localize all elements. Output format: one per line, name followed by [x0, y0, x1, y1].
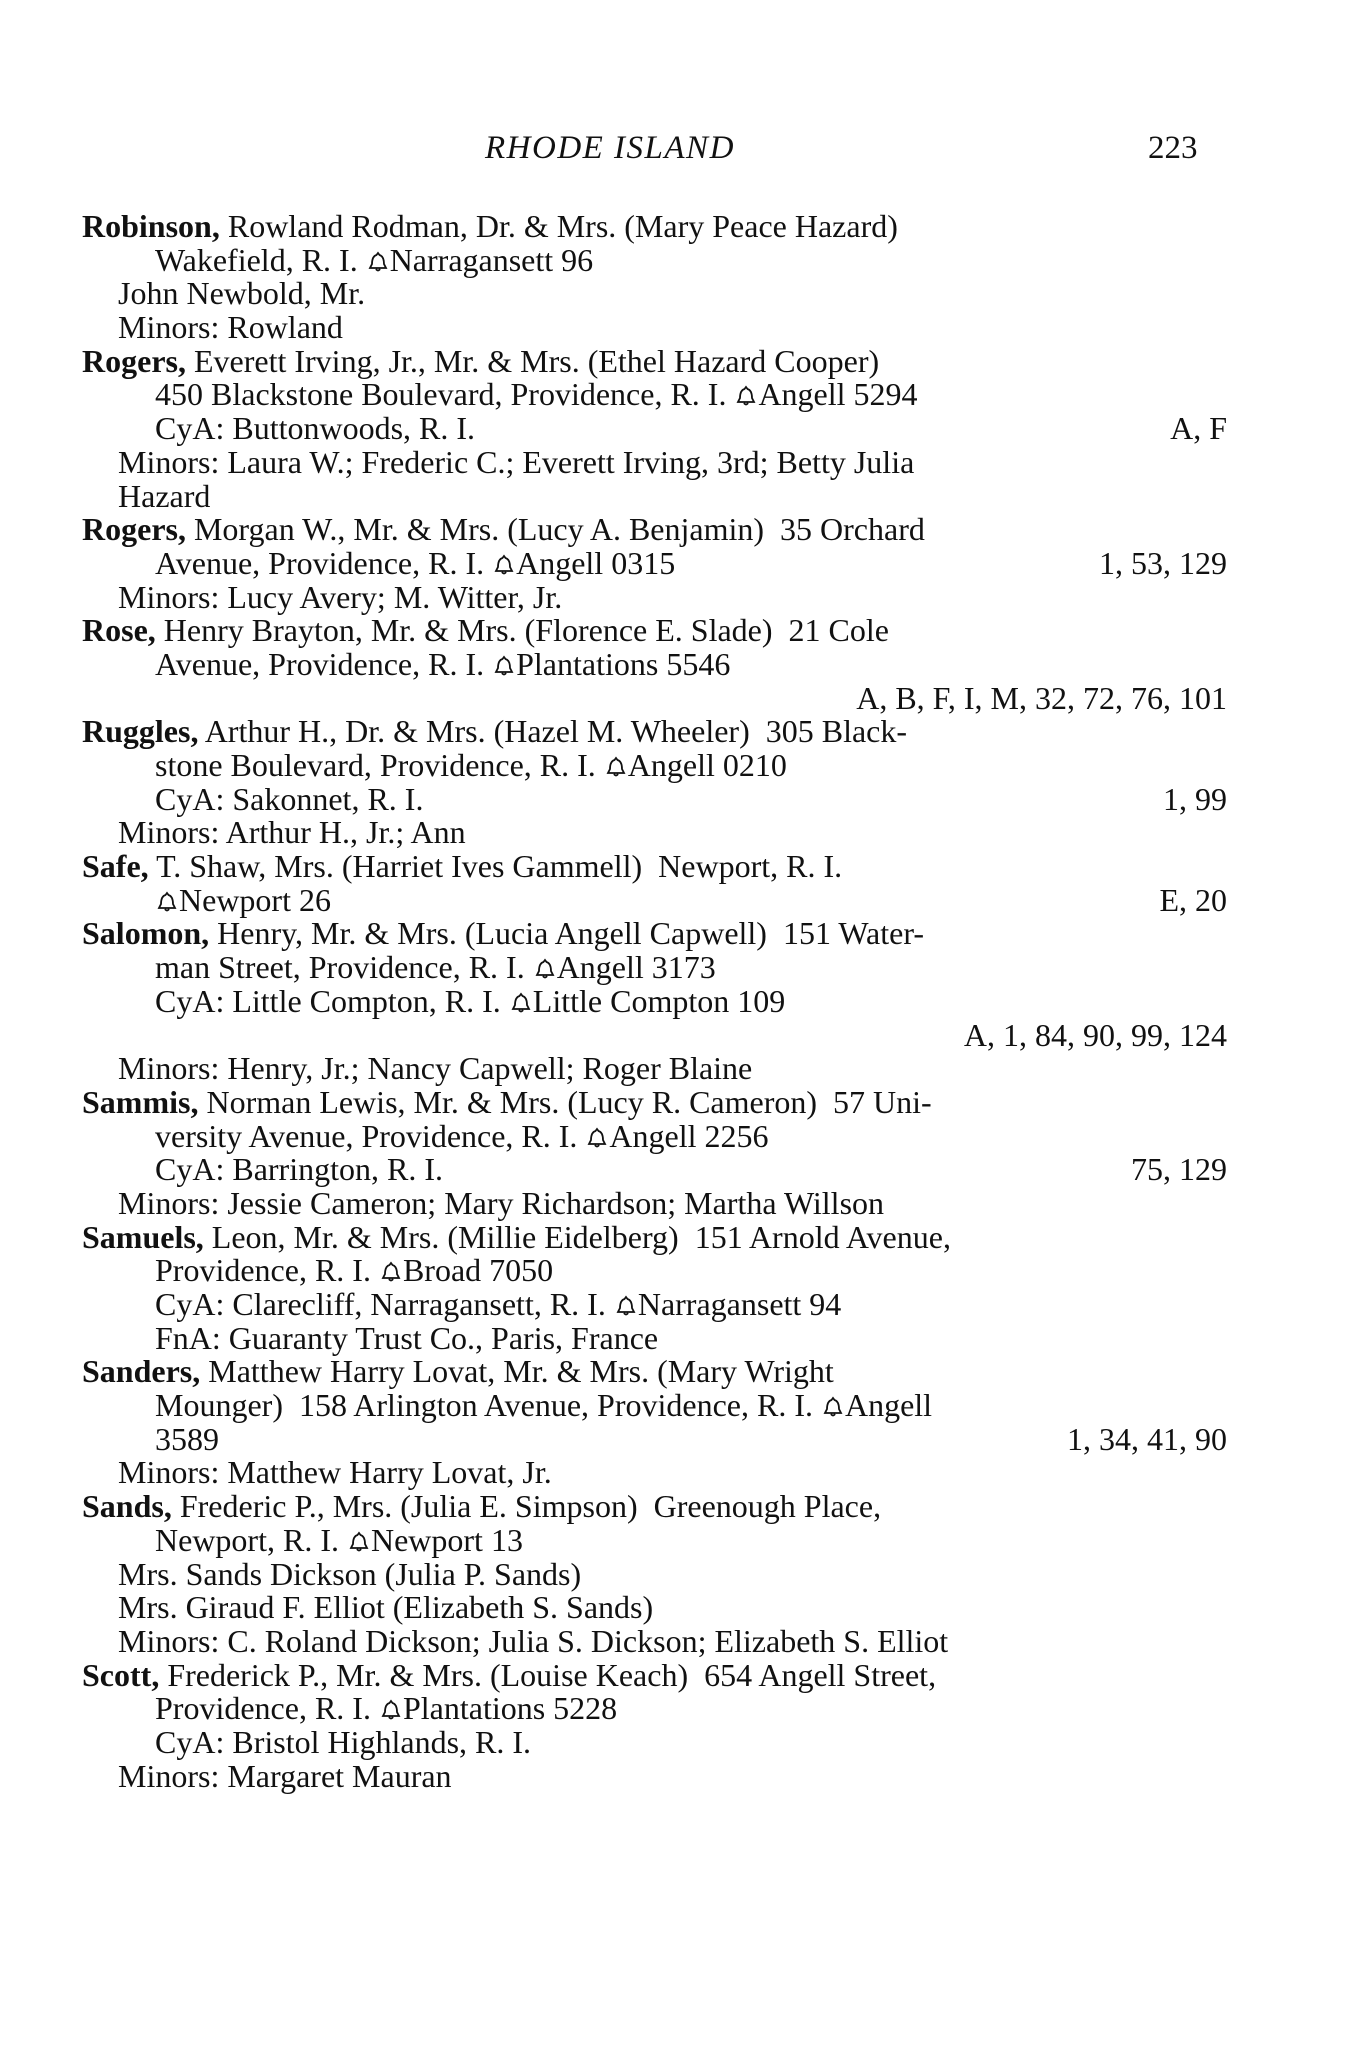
directory-entry [82, 1656, 1227, 1794]
entry-body: Morgan W., Mr. & Mrs. (Lucy A. Benjamin) 35 Orchard [185, 511, 925, 548]
entry-line [82, 443, 1227, 480]
running-title: RHODE ISLAND [485, 130, 735, 166]
telephone-bell-icon [366, 251, 390, 273]
directory-entry [82, 1083, 1227, 1221]
telephone-number: Plantations 5546 [516, 645, 731, 682]
directory-entry [82, 210, 1227, 345]
entry-text [155, 1153, 443, 1187]
entry-line [82, 917, 1227, 951]
entry-text [155, 951, 716, 985]
entry-body: Avenue, Providence, R. I. [155, 645, 493, 682]
entry-line [82, 749, 1227, 783]
entry-line [82, 1288, 1227, 1322]
entry-text [155, 1521, 523, 1558]
entry-line [82, 780, 1227, 817]
directory-entries [82, 210, 1227, 1793]
entry-text [155, 1420, 219, 1457]
entry-text [155, 1288, 841, 1322]
entry-surname: Scott, [82, 1656, 160, 1693]
entry-surname: Safe, [82, 848, 149, 885]
entry-text [82, 1656, 937, 1693]
entry-line [82, 1456, 1227, 1490]
directory-entry [82, 342, 1227, 514]
entry-body: Mrs. Sands Dickson (Julia P. Sands) [118, 1555, 582, 1592]
telephone-bell-icon [614, 1295, 638, 1317]
entry-body: John Newbold, Mr. [118, 275, 366, 312]
entry-line [82, 1555, 1227, 1592]
entry-text [82, 1355, 834, 1389]
entry-body: Rowland Rodman, Dr. & Mrs. (Mary Peace Hazard) [219, 208, 898, 244]
telephone-bell-icon [585, 1127, 609, 1149]
telephone-bell-icon [734, 385, 758, 407]
entry-text [82, 1083, 932, 1120]
entry-line [82, 1117, 1227, 1154]
entry-body: Frederic P., Mrs. (Julia E. Simpson) Greenough Place, [171, 1488, 882, 1525]
telephone-number: Angell 2256 [609, 1117, 769, 1154]
entry-text [118, 277, 365, 311]
entry-body: Minors: C. Roland Dickson; Julia S. Dickson; Elizabeth S. Elliot [118, 1622, 949, 1659]
telephone-number: Newport 13 [370, 1521, 523, 1558]
entry-line [82, 645, 1227, 682]
entry-line [82, 1420, 1227, 1457]
entry-body: Wakefield, R. I. [155, 241, 366, 278]
entry-body: Minors: Margaret Mauran [118, 1757, 452, 1794]
entry-surname: Sands, [82, 1488, 172, 1525]
entry-text [118, 1622, 949, 1659]
entry-text [155, 544, 676, 581]
club-codes: 75, 129 [1131, 1151, 1227, 1188]
telephone-number: Little Compton 109 [532, 982, 786, 1019]
entry-text [82, 715, 907, 749]
entry-text [118, 477, 211, 514]
club-codes: A, B, F, I, M, 32, 72, 76, 101 [856, 679, 1227, 716]
entry-line [82, 614, 1227, 648]
entry-body: Minors: Henry, Jr.; Nancy Capwell; Roger Blaine [118, 1050, 753, 1087]
entry-text [82, 513, 925, 547]
entry-line [82, 1622, 1227, 1659]
entry-text [82, 342, 880, 379]
entry-text [82, 614, 889, 648]
entry-body: T. Shaw, Mrs. (Harriet Ives Gammell) Newport, R. I. [148, 848, 843, 885]
telephone-bell-icon [821, 1396, 845, 1418]
telephone-number: Broad 7050 [402, 1252, 554, 1289]
entry-text [118, 1052, 752, 1086]
entry-line [82, 1692, 1227, 1726]
telephone-number: Angell 0315 [516, 544, 676, 581]
entry-line [82, 1490, 1227, 1524]
directory-entry [82, 917, 1227, 1085]
entry-body: man Street, Providence, R. I. [155, 949, 533, 986]
entry-line [82, 578, 1227, 615]
entry-body: Mounger) 158 Arlington Avenue, Providence, R. I. [155, 1387, 821, 1424]
entry-text [155, 749, 787, 783]
entry-body: 3589 [155, 1420, 219, 1457]
entry-body: Mrs. Giraud F. Elliot (Elizabeth S. Sands) [118, 1589, 654, 1626]
entry-text [155, 645, 731, 682]
entry-text [118, 1555, 582, 1592]
entry-line [82, 1591, 1227, 1625]
entry-body: CyA: Bristol Highlands, R. I. [155, 1723, 532, 1760]
entry-line [82, 1184, 1227, 1221]
entry-surname: Rose, [82, 612, 156, 649]
entry-body: Arthur H., Dr. & Mrs. (Hazel M. Wheeler) 305 Black- [198, 713, 908, 750]
telephone-bell-icon [492, 554, 516, 576]
club-codes: 1, 99 [1163, 780, 1227, 817]
club-codes: E, 20 [1159, 881, 1227, 918]
entry-body: Everett Irving, Jr., Mr. & Mrs. (Ethel Hazard Cooper) [185, 342, 880, 379]
entry-text [155, 1389, 932, 1423]
club-codes: A, F [1170, 410, 1227, 447]
entry-line [82, 513, 1227, 547]
entry-body: versity Avenue, Providence, R. I. [155, 1117, 586, 1154]
entry-line [82, 1254, 1227, 1288]
entry-text [118, 816, 466, 850]
directory-entry [82, 715, 1227, 850]
entry-body: stone Boulevard, Providence, R. I. [155, 747, 604, 783]
telephone-bell-icon [509, 992, 533, 1014]
entry-text [118, 1591, 653, 1625]
entry-line [82, 850, 1227, 884]
entry-line [82, 1521, 1227, 1558]
telephone-number: Angell 3173 [556, 949, 716, 986]
entry-surname: Sammis, [82, 1083, 199, 1120]
entry-line [82, 277, 1227, 311]
directory-entry [82, 513, 1227, 614]
entry-text [155, 412, 475, 446]
entry-body: Minors: Laura W.; Frederic C.; Everett Irving, 3rd; Betty Julia [118, 443, 915, 480]
entry-line [82, 477, 1227, 514]
entry-text [82, 917, 924, 951]
entry-body: Providence, R. I. [155, 1252, 379, 1289]
entry-text [82, 850, 842, 884]
entry-body: Avenue, Providence, R. I. [155, 544, 493, 581]
entry-text [155, 241, 594, 278]
entry-line [82, 1389, 1227, 1423]
running-head [0, 130, 1370, 180]
entry-line [82, 378, 1227, 412]
entry-line [82, 982, 1227, 1019]
entry-line [82, 951, 1227, 985]
entry-body: Hazard [118, 477, 211, 514]
entry-line [82, 342, 1227, 379]
entry-surname: Sanders, [82, 1353, 201, 1390]
entry-text [118, 443, 915, 480]
telephone-number: Plantations 5228 [402, 1690, 618, 1727]
directory-entry [82, 1218, 1227, 1356]
entry-line [82, 1052, 1227, 1086]
entry-body: Henry, Mr. & Mrs. (Lucia Angell Capwell) 151 Water- [209, 915, 924, 952]
entry-text [118, 1757, 452, 1794]
entry-text [155, 881, 331, 918]
entry-body: CyA: Sakonnet, R. I. [155, 780, 424, 817]
entry-surname: Salomon, [82, 915, 210, 952]
entry-text [82, 1490, 881, 1524]
entry-body: Henry Brayton, Mr. & Mrs. (Florence E. Slade) 21 Cole [155, 612, 889, 649]
telephone-bell-icon [379, 1699, 403, 1721]
entry-text [155, 1319, 659, 1356]
entry-text [155, 378, 918, 412]
entry-body: CyA: Barrington, R. I. [155, 1151, 443, 1188]
entry-line [82, 1355, 1227, 1389]
entry-body: Minors: Jessie Cameron; Mary Richardson; Martha Willson [118, 1184, 885, 1221]
entry-body: Minors: Arthur H., Jr.; Ann [118, 814, 466, 851]
entry-text [82, 1218, 951, 1255]
entry-line [82, 544, 1227, 581]
directory-entry [82, 1490, 1227, 1658]
directory-entry [82, 614, 1227, 715]
entry-line [82, 1319, 1227, 1356]
entry-text [155, 780, 424, 817]
page-number: 223 [1148, 130, 1198, 166]
telephone-bell-icon [533, 958, 557, 980]
entry-body: Minors: Rowland [118, 309, 343, 346]
entry-text [118, 578, 563, 615]
entry-body: CyA: Clarecliff, Narragansett, R. I. [155, 1286, 614, 1322]
entry-text [155, 1254, 553, 1288]
entry-body: FnA: Guaranty Trust Co., Paris, France [155, 1319, 659, 1356]
telephone-number: Angell 0210 [627, 747, 787, 783]
telephone-bell-icon [155, 891, 179, 913]
entry-body: Minors: Matthew Harry Lovat, Jr. [118, 1454, 552, 1491]
entry-body: Matthew Harry Lovat, Mr. & Mrs. (Mary Wright [200, 1353, 834, 1390]
entry-surname: Ruggles, [82, 713, 199, 750]
entry-text [118, 1456, 552, 1490]
entry-body: Providence, R. I. [155, 1690, 379, 1727]
telephone-bell-icon [347, 1531, 371, 1553]
entry-body: 450 Blackstone Boulevard, Providence, R. I. [155, 376, 735, 413]
telephone-number: Angell [844, 1387, 933, 1424]
entry-line [82, 1153, 1227, 1187]
entry-line [82, 881, 1227, 918]
entry-surname: Rogers, [82, 511, 186, 548]
telephone-number: Angell 5294 [758, 376, 918, 413]
entry-line [82, 1083, 1227, 1120]
entry-text [82, 210, 898, 244]
entry-body: Frederick P., Mr. & Mrs. (Louise Keach) 654 Angell Street, [159, 1656, 937, 1693]
directory-entry [82, 1355, 1227, 1490]
entry-line [82, 241, 1227, 278]
entry-body: CyA: Little Compton, R. I. [155, 982, 509, 1019]
entry-line [82, 715, 1227, 749]
entry-text [118, 1184, 885, 1221]
telephone-number: Narragansett 94 [637, 1286, 842, 1322]
entry-text [155, 1117, 769, 1154]
entry-body: CyA: Buttonwoods, R. I. [155, 410, 476, 447]
entry-body: Newport, R. I. [155, 1521, 347, 1558]
entry-text [155, 982, 786, 1019]
entry-surname: Samuels, [82, 1218, 204, 1255]
entry-surname: Rogers, [82, 342, 186, 379]
club-codes: A, 1, 84, 90, 99, 124 [963, 1016, 1227, 1053]
entry-line [82, 679, 1227, 716]
club-codes: 1, 34, 41, 90 [1067, 1420, 1227, 1457]
telephone-number: Newport 26 [179, 881, 331, 918]
entry-line [82, 412, 1227, 446]
entry-body: Minors: Lucy Avery; M. Witter, Jr. [118, 578, 563, 615]
entry-line [82, 210, 1227, 244]
entry-text [155, 1723, 532, 1760]
entry-line [82, 1218, 1227, 1255]
entry-text [118, 311, 343, 345]
telephone-bell-icon [604, 756, 628, 778]
entry-body: Norman Lewis, Mr. & Mrs. (Lucy R. Cameron) 57 Uni- [198, 1083, 932, 1120]
entry-line [82, 311, 1227, 345]
telephone-number: Narragansett 96 [389, 241, 594, 278]
entry-surname: Robinson, [82, 208, 220, 244]
club-codes: 1, 53, 129 [1099, 544, 1227, 581]
entry-line [82, 816, 1227, 850]
entry-body: Leon, Mr. & Mrs. (Millie Eidelberg) 151 Arnold Avenue, [203, 1218, 951, 1255]
entry-line [82, 1656, 1227, 1693]
entry-text [155, 1692, 617, 1726]
entry-line [82, 1016, 1227, 1053]
entry-line [82, 1723, 1227, 1760]
entry-line [82, 1757, 1227, 1794]
directory-entry [82, 850, 1227, 917]
telephone-bell-icon [379, 1261, 403, 1283]
telephone-bell-icon [492, 655, 516, 677]
